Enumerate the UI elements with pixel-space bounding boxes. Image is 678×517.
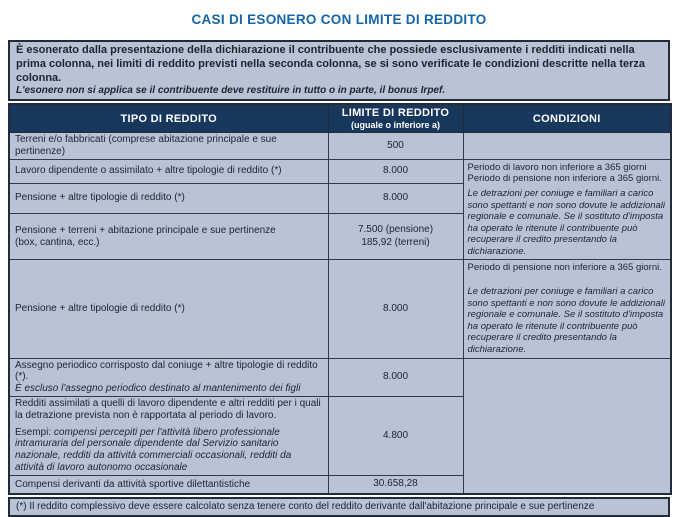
intro-note: L'esonero non si applica se il contribuente deve restituire in tutto o in parte, il bonus Irpef.: [16, 85, 446, 97]
tipo-cell: Terreni e/o fabbricati (comprese abitazione principale e sue pertinenze): [9, 133, 328, 160]
tipo-cell: [9, 213, 328, 260]
limite-terreni: 185,92 (terreni): [361, 236, 430, 248]
condizioni-cell-pensione: [463, 260, 671, 358]
table-row-lavoro-dipendente: [9, 159, 671, 183]
header-limite-label: LIMITE DI REDDITO: [341, 107, 450, 120]
tipo-line1: Redditi assimilati a quelli di lavoro dipendente e altri redditi per i quali la detrazione prevista non è rapportata al periodo di lavoro.: [15, 397, 321, 421]
condizione-detrazioni-note: Le detrazioni per coniuge e familiari a carico sono spettanti e non sono dovute le addizionali regionale e comunale. Se il sostituto d'imposta ha operato le ritenute il contribuente può recuperare il credito presentando la dichiarazione.: [467, 188, 666, 257]
condizioni-cell-lavoro-pensione: [463, 159, 671, 260]
limite-pensione: 7.500 (pensione): [357, 224, 434, 236]
limite-cell: 8.000: [328, 260, 463, 358]
limite-cell: [328, 213, 463, 260]
header-condizioni-label: CONDIZIONI: [532, 112, 601, 125]
limite-cell: 500: [328, 133, 463, 160]
header-limite-di-reddito: [328, 104, 463, 133]
condizioni-cell-empty: [463, 133, 671, 160]
tipo-line1: Pensione + terreni + abitazione principale e sue pertinenze: [15, 224, 276, 236]
tipo-cell: Lavoro dipendente o assimilato + altre tipologie di reddito (*): [9, 159, 328, 183]
page-title: CASI DI ESONERO CON LIMITE DI REDDITO: [191, 12, 487, 27]
header-limite-sublabel: (uguale o inferiore a): [350, 120, 440, 131]
tipo-line1: Assegno periodico corrisposto dal coniuge + altre tipologie di reddito (*).: [15, 359, 318, 383]
limite-cell: 30.658,28: [328, 475, 463, 494]
tipo-esempi: [15, 427, 323, 474]
limite-cell: 4.800: [328, 396, 463, 475]
header-tipo-label: TIPO DI REDDITO: [120, 112, 218, 125]
tipo-cell: Pensione + altre tipologie di reddito (*): [9, 260, 328, 358]
table-header: [9, 104, 671, 133]
tipo-cell: Compensi derivanti da attività sportive dilettantistiche: [9, 475, 328, 494]
tipo-cell: [9, 358, 328, 396]
table-row-terreni: [9, 133, 671, 160]
tipo-line2-italic: È escluso l'assegno periodico destinato al mantenimento dei figli: [15, 383, 301, 395]
condizioni-cell-empty: [463, 358, 671, 494]
tipo-cell: [9, 396, 328, 475]
limite-cell: 8.000: [328, 159, 463, 183]
table-row-pensione-altre-2: [9, 260, 671, 358]
esempi-label: Esempi:: [15, 426, 52, 438]
footnote: (*) Il reddito complessivo deve essere calcolato senza tenere conto del reddito derivante dall'abitazione principale e sue pertinenze: [8, 497, 670, 517]
tipo-cell: Pensione + altre tipologie di reddito (*): [9, 183, 328, 213]
esempi-text-italic: compensi percepiti per l'attività libero professionale intramuraria del personale dipendente dal Servizio sanitario nazionale, redditi da attività commerciali occasionali, redditi da attività di lavoro autonomo occasionale: [15, 426, 292, 473]
condizione-periodo-pensione: Periodo di pensione non inferiore a 365 giorni.: [467, 262, 662, 274]
intro-text: È esonerato dalla presentazione della dichiarazione il contribuente che possiede esclusivamente i redditi indicati nella prima colonna, nei limiti di reddito previsti nella seconda colonna, se si sono verificate le condizioni descritte nella terza colonna.: [16, 44, 645, 84]
intro-box: [8, 40, 670, 101]
limite-cell: 8.000: [328, 183, 463, 213]
tipo-line2: (box, cantina, ecc.): [15, 236, 100, 248]
condizione-periodo-pensione: Periodo di pensione non inferiore a 365 giorni.: [467, 173, 662, 185]
esonero-table: [8, 103, 672, 495]
limite-cell: 8.000: [328, 358, 463, 396]
condizione-detrazioni-note: Le detrazioni per coniuge e familiari a carico sono spettanti e non sono dovute le addizionali regionale e comunale. Se il sostituto d'imposta ha operato le ritenute il contribuente può recuperare il credito presentando la dichiarazione.: [467, 286, 666, 355]
header-tipo-di-reddito: [9, 104, 328, 133]
table-row-assegno-periodico: [9, 358, 671, 396]
header-row: [9, 104, 671, 133]
header-condizioni: [463, 104, 671, 133]
condizione-periodo-lavoro: Periodo di lavoro non inferiore a 365 giorni: [467, 161, 647, 173]
